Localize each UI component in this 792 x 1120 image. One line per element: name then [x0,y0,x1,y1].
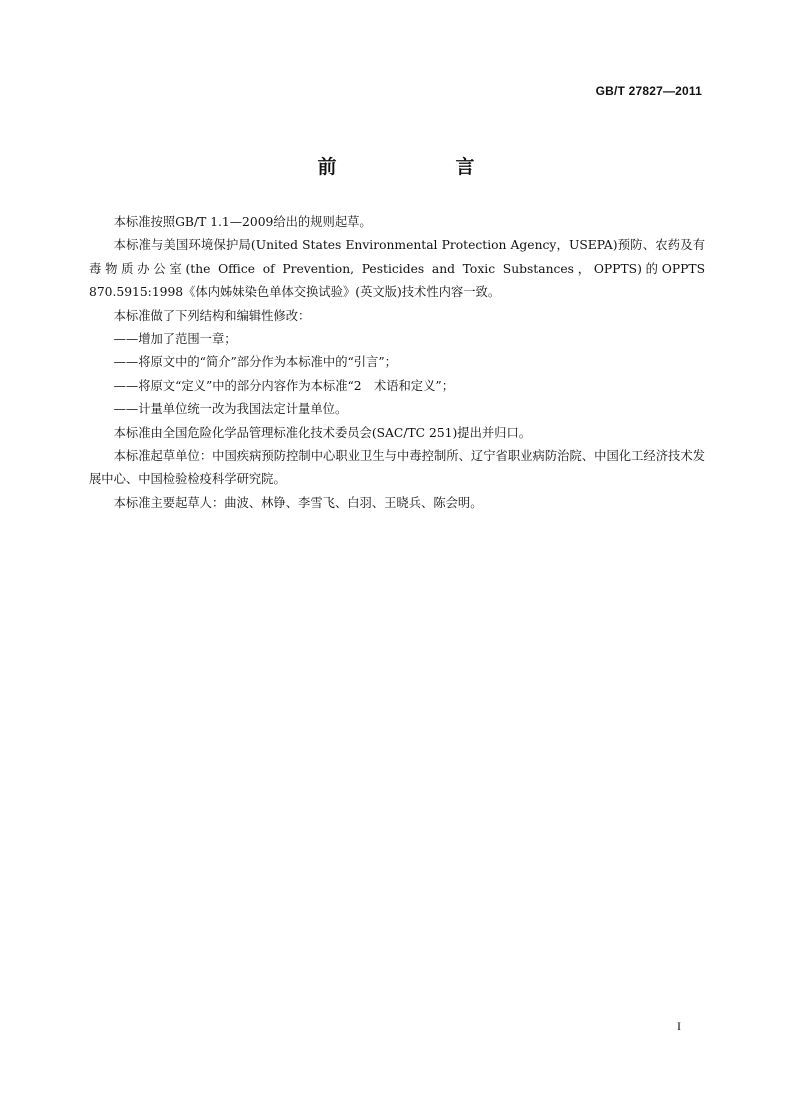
paragraph-drafting-units: 本标准起草单位：中国疾病预防控制中心职业卫生与中毒控制所、辽宁省职业病防治院、中国化工经济技术发展中心、中国检验检疫科学研究院。 [89,449,705,487]
paragraph-proposer: 本标准由全国危险化学品管理标准化技术委员会(SAC/TC 251)提出并归口。 [113,425,532,440]
paragraph-drafters: 本标准主要起草人：曲波、林铮、李雪飞、白羽、王晓兵、陈会明。 [113,495,483,510]
page-number: I [677,1019,681,1033]
list-item-modification: ——计量单位统一改为我国法定计量单位。 [113,402,348,417]
document-code: GB/T 27827—2011 [595,84,702,98]
paragraph-consistency: 本标准与美国环境保护局(United States Environmental Protection Agency，USEPA)预防、农药及有毒物质办公室(the Office of Prevention, Pesticides and Toxic Substances，OPPTS)的OPPTS 870.5915:1998《体内姊妹染色单体交换试验》(英文版)技术性内容一致。 [89,238,705,300]
foreword-body [89,211,705,515]
page-title: 前 言 [317,156,525,178]
list-item-modification: ——将原文“定义”中的部分内容作为本标准“2 术语和定义”； [113,378,454,393]
paragraph-drafting-rules: 本标准按照GB/T 1.1—2009给出的规则起草。 [113,215,372,229]
paragraph-modifications-intro: 本标准做了下列结构和编辑性修改： [113,308,311,323]
list-item-modification: ——将原文中的“简介”部分作为本标准中的“引言”； [113,355,397,370]
list-item-modification: ——增加了范围一章； [113,332,237,347]
